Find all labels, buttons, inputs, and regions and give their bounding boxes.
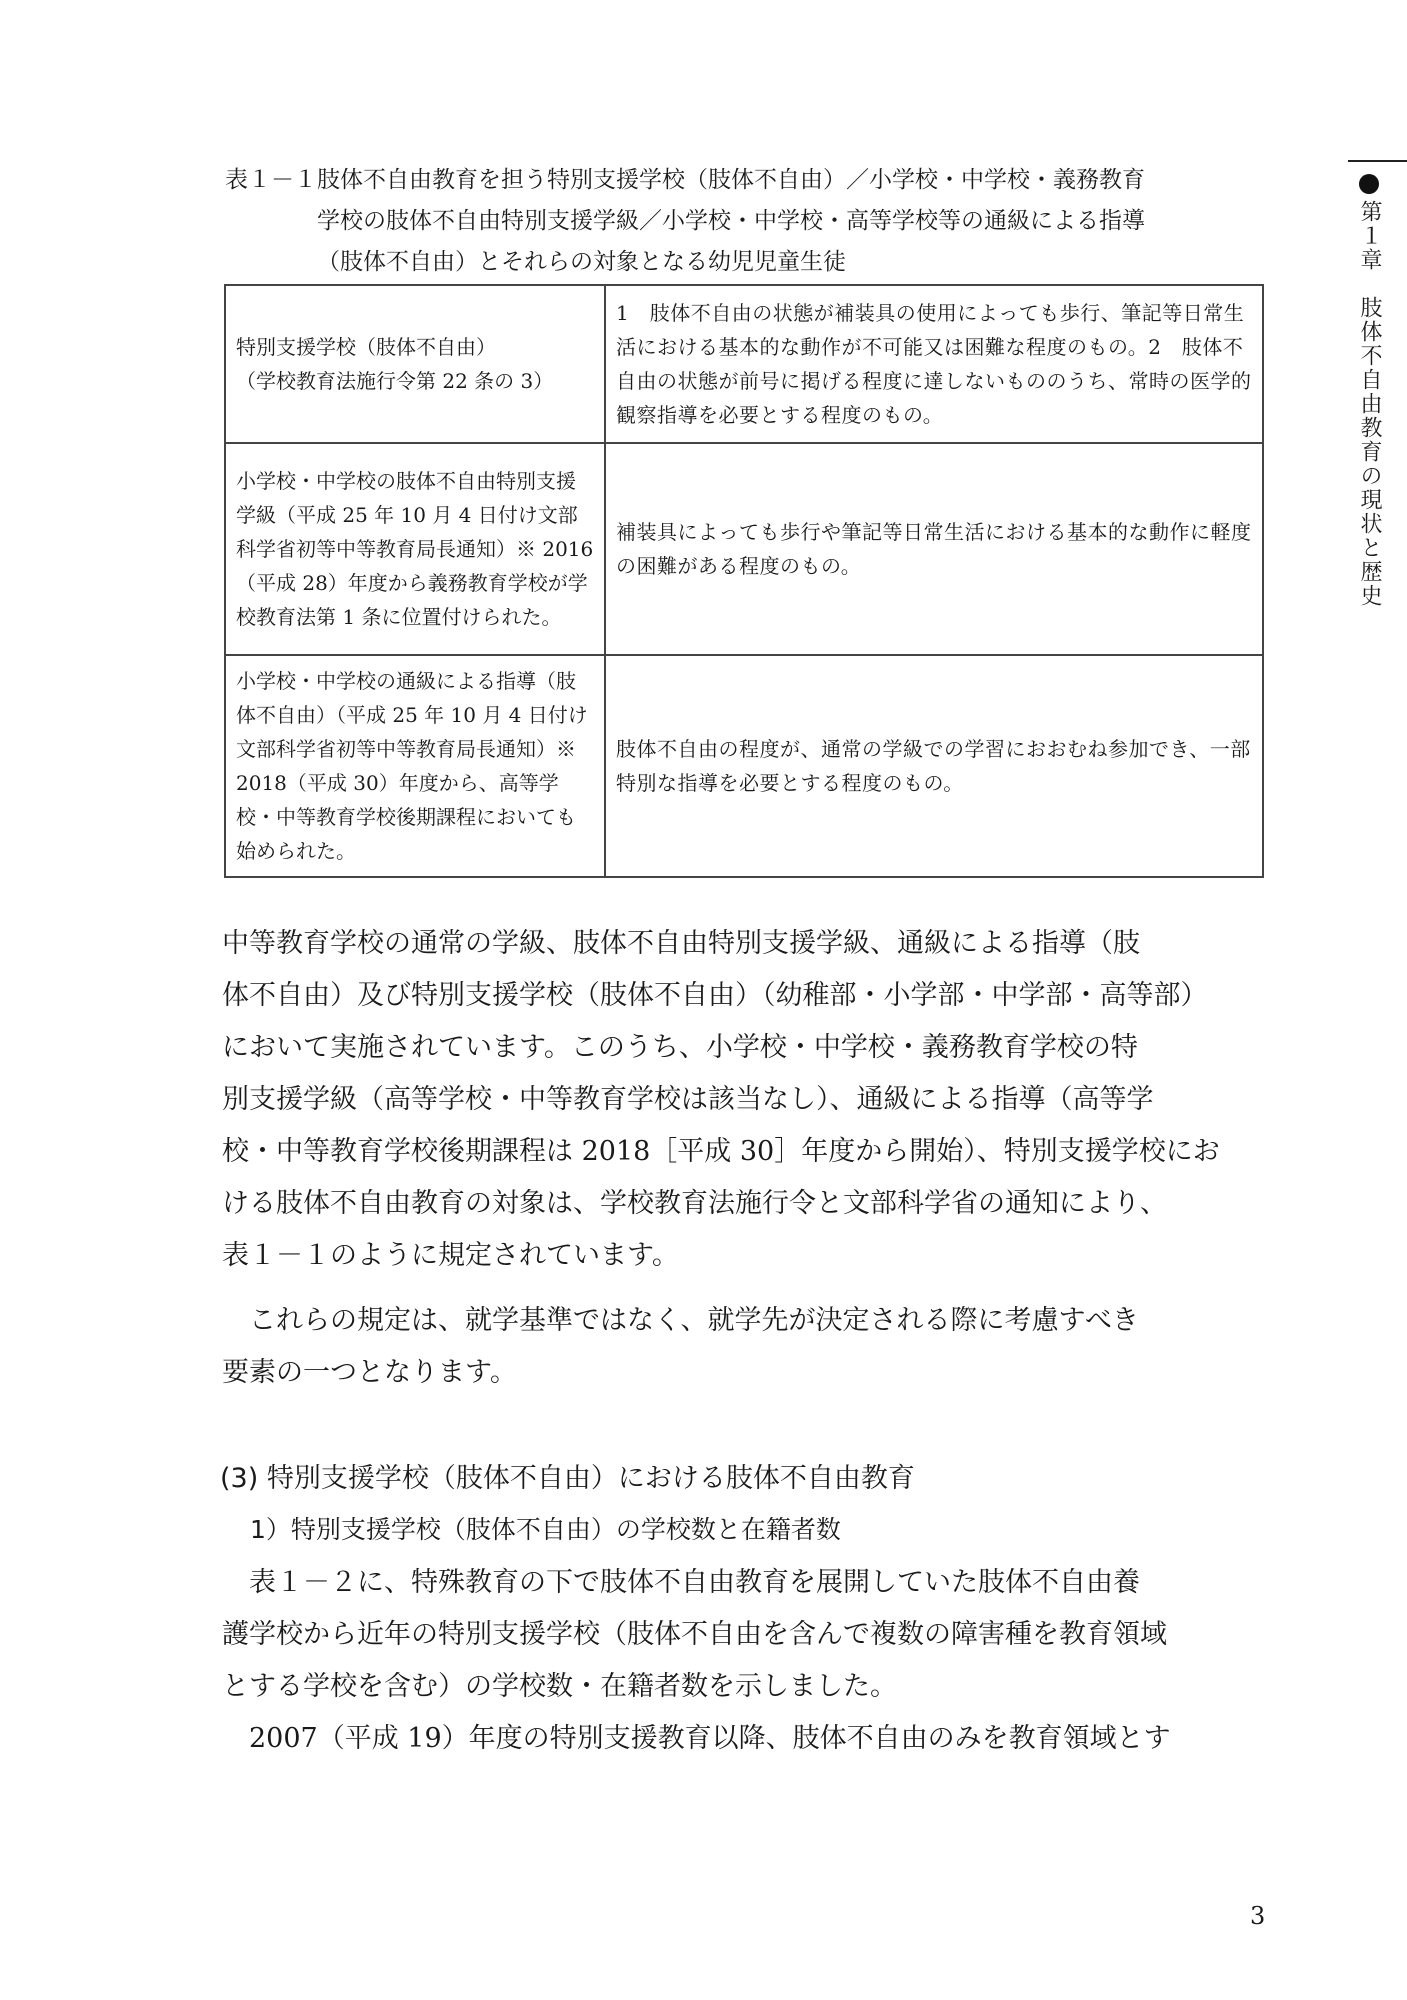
- body-line: 校・中等教育学校後期課程は 2018［平成 30］年度から開始）、特別支援学校にお: [222, 1136, 1220, 1167]
- category-text: 小学校・中学校の肢体不自由特別支援学級（平成 25 年 10 月 4 日付け文部科学省初等中等教育局長通知）※ 2016（平成 28）年度から義務教育学校が学校教育法第 1 条に位置付けられた。: [236, 469, 594, 629]
- table-row: [225, 443, 1263, 655]
- category-text: 小学校・中学校の通級による指導（肢体不自由）（平成 25 年 10 月 4 日付け文部科学省初等中等教育局長通知）※ 2018（平成 30）年度から、高等学校・中等教育学校後期課程においても始められた。: [236, 669, 588, 863]
- table-caption-label: 表１－１: [225, 167, 317, 193]
- criteria-table: [224, 284, 1264, 878]
- criteria-text: 補装具によっても歩行や筆記等日常生活における基本的な動作に軽度の困難がある程度のもの。: [616, 520, 1252, 578]
- page-number: 3: [1250, 1902, 1266, 1930]
- table-cell-criteria: [605, 655, 1263, 877]
- body-line: 2007（平成 19）年度の特別支援教育以降、肢体不自由のみを教育領域とす: [249, 1723, 1171, 1754]
- table-cell-criteria: [605, 443, 1263, 655]
- table-cell-category: [225, 443, 605, 655]
- table-cell-category: [225, 285, 605, 443]
- body-line: 護学校から近年の特別支援学校（肢体不自由を含んで複数の障害種を教育領域: [222, 1619, 1167, 1650]
- table-cell-category: [225, 655, 605, 877]
- body-line: 表１－２に、特殊教育の下で肢体不自由教育を展開していた肢体不自由養: [249, 1567, 1140, 1598]
- bullet-icon: [1359, 174, 1379, 194]
- table-caption-line-3: （肢体不自由）とそれらの対象となる幼児児童生徒: [317, 249, 846, 275]
- body-line: これらの規定は、就学基準ではなく、就学先が決定される際に考慮すべき: [249, 1305, 1139, 1336]
- chapter-title: [1354, 174, 1385, 608]
- body-line: 中等教育学校の通常の学級、肢体不自由特別支援学級、通級による指導（肢: [222, 928, 1140, 959]
- body-paragraph-1: [222, 918, 1282, 1282]
- subsection-heading: 1）特別支援学校（肢体不自由）の学校数と在籍者数: [250, 1515, 841, 1544]
- table-caption: [225, 160, 1275, 283]
- chapter-title-text: 第１章 肢体不自由教育の現状と歴史: [1357, 200, 1382, 608]
- body-line: 表１－１のように規定されています。: [222, 1240, 679, 1271]
- sidebar-rule: [1348, 160, 1407, 162]
- body-paragraph-3: [222, 1557, 1282, 1765]
- criteria-text: 肢体不自由の程度が、通常の学級での学習におおむね参加でき、一部特別な指導を必要とする程度のもの。: [616, 737, 1251, 795]
- table-row: [225, 285, 1263, 443]
- body-line: において実施されています。このうち、小学校・中学校・義務教育学校の特: [222, 1032, 1138, 1063]
- table-row: [225, 655, 1263, 877]
- criteria-text: 1 肢体不自由の状態が補装具の使用によっても歩行、筆記等日常生活における基本的な動作が不可能又は困難な程度のもの。2 肢体不自由の状態が前号に掲げる程度に達しないもののうち、常時の医学的観察指導を必要とする程度のもの。: [616, 301, 1252, 427]
- table-cell-criteria: [605, 285, 1263, 443]
- body-line: 体不自由）及び特別支援学校（肢体不自由）（幼稚部・小学部・中学部・高等部）: [222, 980, 1208, 1011]
- table-caption-line-2: 学校の肢体不自由特別支援学級／小学校・中学校・高等学校等の通級による指導: [317, 208, 1145, 234]
- section-heading: (3) 特別支援学校（肢体不自由）における肢体不自由教育: [220, 1463, 915, 1494]
- category-text: 特別支援学校（肢体不自由） （学校教育法施行令第 22 条の 3）: [236, 335, 554, 393]
- body-line: とする学校を含む）の学校数・在籍者数を示しました。: [222, 1671, 897, 1702]
- table-caption-line-1: 肢体不自由教育を担う特別支援学校（肢体不自由）／小学校・中学校・義務教育: [317, 167, 1145, 193]
- body-paragraph-2: [222, 1295, 1282, 1399]
- body-line: 要素の一つとなります。: [222, 1357, 517, 1388]
- body-line: ける肢体不自由教育の対象は、学校教育法施行令と文部科学省の通知により、: [222, 1188, 1167, 1219]
- body-line: 別支援学級（高等学校・中等教育学校は該当なし）、通級による指導（高等学: [222, 1084, 1154, 1115]
